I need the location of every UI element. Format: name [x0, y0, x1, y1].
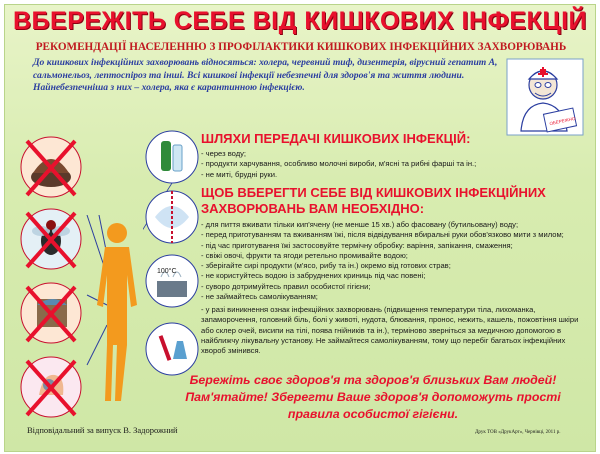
list-item: - свіжі овочі, фрукти та ягоди ретельно промивайте водою;: [201, 250, 408, 260]
poster-title: ВБЕРЕЖІТЬ СЕБЕ ВІД КИШКОВИХ ІНФЕКЦІЙ: [13, 7, 587, 35]
protection-heading-line2: ЗАХВОРЮВАНЬ ВАМ НЕОБХІДНО:: [201, 201, 425, 216]
fly-icon: [21, 209, 81, 269]
footer-responsible: Відповідальний за випуск В. Задорожний: [27, 425, 178, 435]
footer-printer: Друк ТОВ «ДрукАрт», Чернівці, 2011 р.: [475, 430, 561, 435]
poster: [4, 4, 596, 452]
doctor-icon: [505, 57, 585, 137]
figure-body: [97, 247, 137, 401]
arrow-line: [87, 325, 107, 365]
dirty-water-icon: [21, 283, 81, 343]
symptoms-list: [201, 305, 581, 356]
protection-heading-line1: ЩОБ ВБЕРЕГТИ СЕБЕ ВІД КИШКОВИХ ІНФЕКЦІЙНИХ: [201, 185, 546, 200]
appeal-block: [153, 372, 593, 423]
transmission-list: [201, 149, 476, 180]
list-item: - для пиття вживати тільки кип'ячену (не менше 15 хв.) або фасовану (бутильовану) воду;: [201, 220, 519, 229]
dirty-dish-icon: [21, 137, 81, 197]
unwashed-hand-icon: [21, 357, 81, 417]
figure-head: [107, 223, 127, 243]
safe-practices-column: [143, 127, 201, 383]
arrow-line: [87, 215, 107, 255]
list-item: - суворо дотримуйтесь правил особистої гігієни;: [201, 281, 371, 291]
list-item: - у разі виникнення ознак інфекційних захворювань (підвищення температури тіла, лихоманка, запаморочення, головний біль, болі у животі, нудота, блювання, пронос, нежить, кашель, пожовтіння шкіри або склер очей, висипи на тілі, поява гнійників та ін.), терміново зверніться за медичною допомогою в найближчу лікувальну установу. Не займайтеся самолікуванням, тому що перебіг багатьох інфекційних хвороб змінився.: [201, 305, 579, 356]
list-item: - не займайтесь самолікуванням;: [201, 292, 318, 302]
list-item: - через воду;: [201, 149, 247, 158]
appeal-line1: Бережіть своє здоров'я та здоров'я близьких Вам людей!: [189, 373, 557, 387]
boiling-pot-icon: [146, 255, 198, 307]
intro-paragraph: До кишкових інфекційних захворювань відносяться: холера, черевний тиф, дизентерія, вірусний гепатит А, сальмонельоз, лептоспіроз та інші. Всі кишкові інфекції небезпечні для здоров'я та життя людини. Найнебезпечніша з них – холера, яка є карантинною інфекцією.: [33, 57, 498, 93]
appeal-line2: Пам'ятайте! Зберегти Ваше здоров'я допоможуть прості: [185, 390, 561, 404]
temperature-label: 100°C: [157, 268, 177, 275]
cleaning-icon: [146, 323, 198, 375]
doctor-sign-text: ОБЕРЕЖНО: [549, 115, 576, 127]
protection-list: [201, 220, 564, 302]
poster-subtitle: РЕКОМЕНДАЦІЇ НАСЕЛЕННЮ З ПРОФІЛАКТИКИ КИШКОВИХ ІНФЕКЦІЙНИХ ЗАХВОРЮВАНЬ: [35, 41, 567, 53]
transmission-heading: ШЛЯХИ ПЕРЕДАЧІ КИШКОВИХ ІНФЕКЦІЙ:: [201, 131, 471, 146]
list-item: - під час приготування їжі застосовуйте термічну обробку: варіння, запікання, смаження;: [201, 240, 513, 250]
list-item: - зберігайте сирі продукти (м'ясо, рибу та ін.) окремо від готових страв;: [201, 261, 451, 271]
appeal-line3: правила особистої гігієни.: [287, 407, 459, 421]
list-item: - не миті, брудні руки.: [201, 169, 278, 179]
list-item: - не користуйтесь водою із забруднених криниць під час повені;: [201, 271, 426, 281]
list-item: - перед приготуванням та вживанням їжі, після відвідування вбиральні руки обов'язково мити з милом;: [201, 230, 564, 240]
handwash-icon: [146, 191, 198, 243]
list-item: - продукти харчування, особливо молочні вироби, м'ясні та рибні фарші та ін.;: [201, 159, 477, 169]
